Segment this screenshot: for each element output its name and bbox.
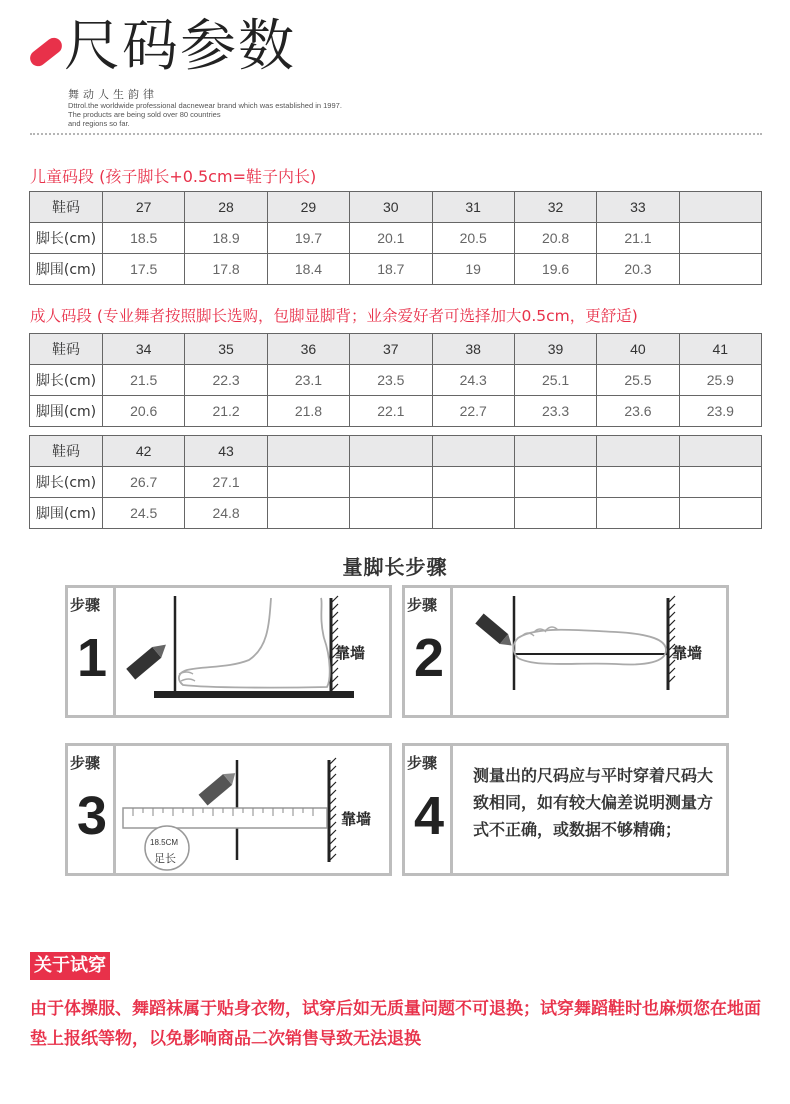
about-trial-badge: 关于试穿: [30, 952, 110, 980]
table-cell: 23.3: [514, 396, 596, 427]
table-cell: 20.5: [432, 223, 514, 254]
table-cell: 21.8: [267, 396, 349, 427]
table-cell: 39: [514, 334, 596, 365]
step-number: 2: [413, 628, 445, 688]
steps-title: 量脚长步骤: [342, 555, 448, 579]
step-card-3: [65, 743, 392, 876]
step-label: 步骤: [70, 596, 101, 614]
step-card-2: [402, 585, 729, 718]
table-cell: 脚围(cm): [30, 498, 103, 529]
accent-slash-icon: [27, 35, 65, 70]
pen-icon: [126, 639, 170, 679]
table-cell: [350, 498, 432, 529]
table-cell: 19.7: [267, 223, 349, 254]
table-cell: 21.5: [103, 365, 185, 396]
table-cell: 32: [514, 192, 596, 223]
adult-size-table: [29, 333, 762, 427]
table-cell: 22.3: [185, 365, 267, 396]
step-side-panel: [405, 746, 453, 873]
table-row: [30, 192, 762, 223]
table-cell: [267, 498, 349, 529]
table-cell: 22.1: [350, 396, 432, 427]
table-cell: 24.8: [185, 498, 267, 529]
table-cell: [514, 467, 596, 498]
foot-side-view-illustration: [119, 588, 389, 715]
table-cell: [679, 467, 761, 498]
table-cell: 25.1: [514, 365, 596, 396]
page-title: 尺码参数: [64, 14, 296, 79]
about-trial-text: 由于体操服、舞蹈袜属于贴身衣物，试穿后如无质量问题不可退换；试穿舞蹈鞋时也麻烦您在地面垫上报纸等物，以免影响商品二次销售导致无法退换: [30, 999, 761, 1049]
table-cell: 25.9: [679, 365, 761, 396]
table-cell: [679, 436, 761, 467]
table-cell: 23.5: [350, 365, 432, 396]
table-cell: 36: [267, 334, 349, 365]
step-side-panel: [68, 588, 116, 715]
foot-top-view-illustration: [456, 588, 726, 715]
step-side-panel: [68, 746, 116, 873]
table-cell: 27.1: [185, 467, 267, 498]
table-cell: [679, 254, 761, 285]
step4-description: 测量出的尺码应与平时穿着尺码大致相同，如有较大偏差说明测量方式不正确，或数据不够精确；: [473, 766, 714, 839]
table-cell: [267, 467, 349, 498]
table-cell: 29: [267, 192, 349, 223]
table-cell: 17.8: [185, 254, 267, 285]
table-cell: 28: [185, 192, 267, 223]
adult-size-table-continued: [29, 435, 762, 529]
brand-description: [68, 101, 342, 128]
table-cell: 30: [350, 192, 432, 223]
table-cell: 18.7: [350, 254, 432, 285]
table-cell: 鞋码: [30, 192, 103, 223]
table-cell: 20.3: [597, 254, 679, 285]
table-cell: [597, 467, 679, 498]
table-cell: 40: [597, 334, 679, 365]
table-cell: 33: [597, 192, 679, 223]
table-cell: 27: [103, 192, 185, 223]
table-cell: 26.7: [103, 467, 185, 498]
table-cell: 鞋码: [30, 436, 103, 467]
brand-line: and regions so far.: [68, 119, 130, 128]
table-cell: [679, 192, 761, 223]
step-label: 步骤: [407, 596, 438, 614]
wall-label: 靠墙: [341, 810, 372, 828]
table-cell: 24.5: [103, 498, 185, 529]
table-cell: 鞋码: [30, 334, 103, 365]
table-row: [30, 334, 762, 365]
brand-line: Dttrol.the worldwide professional dacnewear brand which was established in 1997.: [68, 101, 342, 110]
table-cell: 脚围(cm): [30, 396, 103, 427]
table-cell: 35: [185, 334, 267, 365]
table-cell: 20.1: [350, 223, 432, 254]
table-cell: [679, 498, 761, 529]
table-cell: 18.4: [267, 254, 349, 285]
table-cell: 24.3: [432, 365, 514, 396]
table-cell: 34: [103, 334, 185, 365]
table-cell: [514, 436, 596, 467]
table-cell: [597, 436, 679, 467]
table-cell: 脚长(cm): [30, 365, 103, 396]
wall-label: 靠墙: [672, 644, 703, 662]
table-cell: 20.8: [514, 223, 596, 254]
table-cell: 19: [432, 254, 514, 285]
table-row: [30, 223, 762, 254]
wall-label: 靠墙: [335, 644, 366, 662]
table-cell: [267, 436, 349, 467]
brand-line: The products are being sold over 80 countries: [68, 110, 221, 119]
table-cell: 脚长(cm): [30, 223, 103, 254]
table-cell: 31: [432, 192, 514, 223]
table-cell: [679, 223, 761, 254]
table-cell: 17.5: [103, 254, 185, 285]
table-cell: 18.9: [185, 223, 267, 254]
table-cell: 23.1: [267, 365, 349, 396]
step-card-1: [65, 585, 392, 718]
table-cell: [350, 436, 432, 467]
table-cell: [432, 467, 514, 498]
ruler-caption: 足长: [154, 852, 176, 865]
table-cell: 23.9: [679, 396, 761, 427]
step-label: 步骤: [70, 754, 101, 772]
table-cell: 42: [103, 436, 185, 467]
ruler-icon: [123, 808, 327, 828]
table-cell: 20.6: [103, 396, 185, 427]
table-cell: 38: [432, 334, 514, 365]
step-side-panel: [405, 588, 453, 715]
step-label: 步骤: [407, 754, 438, 772]
table-row: [30, 254, 762, 285]
table-cell: [432, 498, 514, 529]
table-row: [30, 436, 762, 467]
kids-size-title: 儿童码段 (孩子脚长+0.5cm=鞋子内长): [30, 167, 317, 186]
table-cell: 23.6: [597, 396, 679, 427]
table-cell: 21.2: [185, 396, 267, 427]
table-cell: [350, 467, 432, 498]
step-number: 1: [76, 628, 108, 688]
table-cell: 脚围(cm): [30, 254, 103, 285]
pen-icon: [199, 768, 240, 806]
page-subtitle: 舞动人生韵律: [68, 88, 158, 101]
table-row: [30, 365, 762, 396]
step-number: 4: [413, 786, 445, 846]
table-row: [30, 396, 762, 427]
table-cell: 脚长(cm): [30, 467, 103, 498]
dotted-divider: [30, 133, 762, 135]
adult-size-title: 成人码段 (专业舞者按照脚长选购，包脚显脚背；业余爱好者可选择加大0.5cm，更舒适): [30, 307, 638, 325]
pen-icon: [475, 613, 516, 650]
table-row: [30, 498, 762, 529]
table-cell: 22.7: [432, 396, 514, 427]
table-cell: 18.5: [103, 223, 185, 254]
step-card-4: [402, 743, 729, 876]
table-cell: 19.6: [514, 254, 596, 285]
table-cell: 25.5: [597, 365, 679, 396]
table-cell: [597, 498, 679, 529]
step-number: 3: [76, 786, 108, 846]
table-cell: 41: [679, 334, 761, 365]
table-cell: 21.1: [597, 223, 679, 254]
table-cell: 37: [350, 334, 432, 365]
kids-size-table: [29, 191, 762, 285]
table-cell: [432, 436, 514, 467]
ruler-value: 18.5CM: [150, 838, 179, 847]
ruler-measure-illustration: [119, 746, 389, 873]
table-row: [30, 467, 762, 498]
table-cell: [514, 498, 596, 529]
table-cell: 43: [185, 436, 267, 467]
